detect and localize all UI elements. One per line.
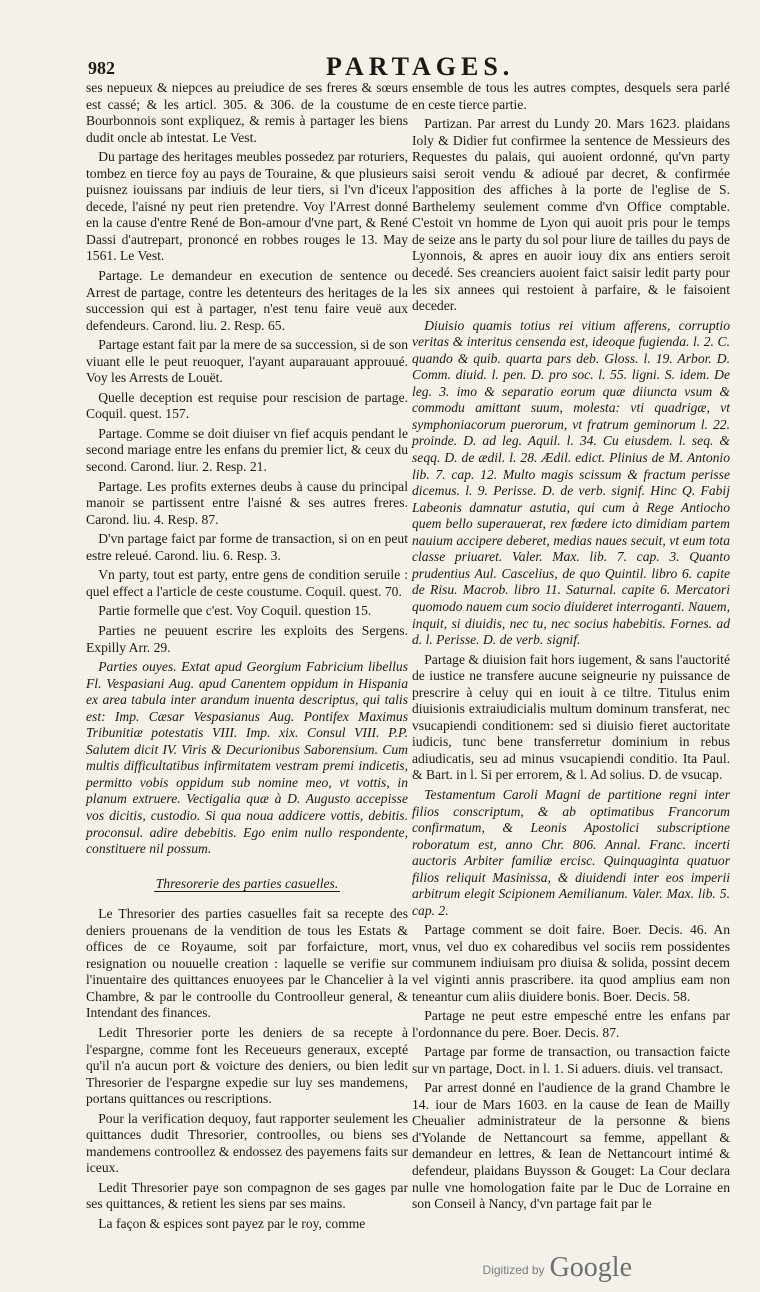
paragraph: Partage ne peut estre empesché entre les enfans par l'ordonnance du pere. Boer. Decis. 87. [412, 1008, 730, 1040]
paragraph: Partage par forme de transaction, ou transaction faicte sur vn partage, Doct. in l. 1. Si aduers. diuis. vel transact. [412, 1044, 730, 1076]
paragraph: Le Thresorier des parties casuelles fait sa recepte des deniers prouenans de la vendition de tous les Estats & offices de ce Royaume, soit par forfaicture, mort, resignation ou nouuelle creation : laquelle se verifie sur l'inuentaire des quittances enuoyees par le Chancelier à la Chambre, & par le controolle du Controolleur general, & Intendant des finances. [86, 906, 408, 1021]
paragraph: Partage & diuision fait hors iugement, & sans l'auctorité de iustice ne transfere aucune seigneurie ny puissance de prescrire à celuy qui en iouit à ce tiltre. Titulus enim diuisionis extraiudicialis multum dominum transferat, nec vsucapiendi conditionem: sed si diuisio fieret auctoritate iudicis, tunc bene transferretur dominium in rebus adiudicatis, seu ad minus vsucapiendi conditio. Ita Paul. & Bart. in l. Si per errorem, & l. Ad solius. D. de vsucap. [412, 651, 730, 783]
paragraph: Testamentum Caroli Magni de partitione regni inter filios conscriptum, & ab optimatibus Francorum confirmatum, & Leonis Apostolici subscriptione roboratum est, anno Chr. 806. Annal. Franc. incerti auctoris Arbiter familiæ ercisc. Quinquaginta quatuor filios reliquit Masinissa, & diuidendi inter eos imperii arbitrum elegit Scipionem Aemilianum. Valer. Max. lib. 5. cap. 2. [412, 786, 730, 918]
page-header [88, 52, 728, 82]
paragraph: La façon & espices sont payez par le roy, comme [98, 1216, 366, 1231]
paragraph: Partage. Les profits externes deubs à cause du principal manoir se partissent entre l'aisné & ses autres freres. Carond. liu. 4. Resp. 87. [86, 478, 408, 527]
paragraph: Pour la verification dequoy, faut rapporter seulement les quittances dudit Thresorier, controolles, ou biens ses mandemens controollez & endossez des payemens faits sur iceux. [86, 1110, 409, 1176]
paragraph: Partie formelle que c'est. Voy Coquil. question 15. [98, 603, 372, 619]
digitized-by-google [483, 1252, 632, 1282]
paragraph: Quelle deception est requise pour rescision de partage. Coquil. quest. 157. [86, 389, 408, 422]
paragraph: Par arrest donné en l'audience de la grand Chambre le 14. iour de Mars 1603. en la cause de Iean de Mailly Cheualier administrateur de la personne & biens d'Yolande de Nettancourt sa femme, appellant & demandeur en lettres, & Iean de Nettancourt intimé & defendeur, plaidans Buysson & Gouget: La Cour declara nulle vne homologation faite par le Duc de Lorraine en son Conseil à Nancy, d'vn partage fait par le [412, 1080, 730, 1212]
paragraph: Ledit Thresorier porte les deniers de sa recepte à l'espargne, comme font les Receueurs generaux, excepté qu'il n'a aucun port & voicture des deniers, ou bien ledit Thresorier de l'espargne expedie sur luy ses mandemens, portans quittances ou rescriptions. [86, 1024, 408, 1107]
paragraph: Parties ne peuuent escrire les exploits des Sergens. Expilly Arr. 29. [86, 622, 408, 655]
section-heading-text: Thresorerie des parties casuelles. [155, 875, 339, 891]
paragraph: D'vn partage faict par forme de transaction, si on en peut estre releué. Carond. liu. 6. Resp. 3. [86, 531, 408, 563]
digitized-by-label: Digitized by [482, 1263, 545, 1277]
paragraph: Partage estant fait par la mere de sa succession, si de son viuant elle le peut reuoquer, l'ayant auparauant approuué. Voy les Arrests de Louët. [86, 337, 408, 386]
paragraph: Partizan. Par arrest du Lundy 20. Mars 1623. plaidans Ioly & Didier fut confirmee la sentence de Messieurs des Requestes du palais, qui auoient ordonné, qu'vn party saisi seroit vendu & adioué par decret, & confirmée l'apposition des affiches à la porte de l'eglise de S. Barthelemy seulement comme d'vn Office comptable. C'estoit vn homme de Lyon qui auoit pris pour le temps de seize ans le party du sol pour liure de tailles du pays de Lyonnois, & apres en auoir iouy dix ans entiers seroit decedé. Ses creanciers auoient faict saisir ledit party pour les six annees qui restoient à parfaire, & le faisoient deceder. [412, 116, 730, 314]
paragraph: Parties ouyes. Extat apud Georgium Fabricium libellus Fl. Vespasiani Aug. apud Canentem oppidum in Hispania ex area tabula inter arandum inuenta descriptus, qui talis est: Imp. Cæsar Vespasianus Aug. Pontifex Maximus Tribunitiæ potestatis VIII. Imp. xix. Consul VIII. P.P. Salutem dicit IV. Viris & Decurionibus Saborensium. Cum multis difficultatibus infirmitatem vestram premi indicetis, permitto vobis oppidum sub nomine meo, vt vottis, in planum extruere. Vectigalia quæ à D. Augusto accepisse vos dicitis, custodio. Si qua noua addicere vottis, debitis. proconsul. adire debebitis. Ego enim nullo respondente, constituere nil possum. [86, 659, 408, 857]
paragraph: Du partage des heritages meubles possedez par roturiers, tombez en tierce foy au pays de Touraine, & que plusieurs puisnez iouissans par indiuis de leur tiers, si l'vn d'iceux decede, l'aisné ny peut rien pretendre. Voy l'Arrest donné en la cause d'entre René de Bon-amour d'vne part, & René Dassi d'autrepart, prononcé en robbes rouges le 13. May 1561. Le Vest. [86, 149, 408, 264]
paragraph: Partage. Comme se doit diuiser vn fief acquis pendant le second mariage entre les enfans du premier lict, & ceux du second. Carond. liur. 2. Resp. 21. [86, 425, 408, 475]
section-heading [86, 876, 408, 893]
paragraph: Partage comment se doit faire. Boer. Decis. 46. An vnus, vel duo ex coharedibus vel sociis rem possidentes communem indiuisam pro diuisa & solida, possint decem vel viginti annis prascribere. ita quod amplius eam non teneantur cum aliis diuidere bonis. Boer. Decis. 58. [412, 922, 730, 1004]
right-column [412, 80, 730, 1216]
paragraph: ses nepueux & niepces au preiudice de ses freres & sœurs est cassé; & les articl. 305. & 306. de la coustume de Bourbonnois sont expliquez, & remis à partager les biens dudit oncle ab intestat. Le Vest. [86, 80, 408, 145]
running-title: PARTAGES. [326, 52, 515, 81]
paragraph: Ledit Thresorier paye son compagnon de ses gages par ses quittances, & retient les siens par ses mains. [86, 1179, 408, 1212]
paragraph: Vn party, tout est party, entre gens de condition seruile : quel effect a l'article de ceste coustume. Coquil. quest. 70. [86, 567, 408, 599]
page-number: 982 [88, 58, 115, 78]
paragraph: ensemble de tous les autres comptes, desquels sera parlé en ceste tierce partie. [412, 80, 730, 112]
left-column [86, 80, 408, 1236]
paragraph: Partage. Le demandeur en execution de sentence ou Arrest de partage, contre les detenteurs des heritages de la succession qui est à partager, n'est tenu faire veuë aux defendeurs. Carond. liu. 2. Resp. 65. [86, 268, 408, 333]
google-logo: Google [549, 1252, 632, 1283]
paragraph: Diuisio quamis totius rei vitium afferens, corruptio veritas & interitus censenda est, ideoque fugienda. l. 2. C. quando & quib. quarta pars deb. Gloss. l. 19. Arbor. D. Comm. diuid. l. pen. D. pro soc. l. 55. ligni. S. idem. De leg. 3. imo & separatio eorum quæ diiuncta vsum & commodu amittant suum, molesta: vti quadrigæ, vt symphoniacorum puerorum, vt fratrum geminorum l. 22. proinde. D. ad leg. Aquil. l. 34. Cu eiusdem. l. seq. & seqq. D. de ædil. l. 28. Ædil. edict. Plinius de M. Antonio lib. 7. cap. 12. Multo magis scissum & fractum perisse dicemus. l. 9. Perisse. D. de verb. signif. Hinc Q. Fabij Labeonis damnatur astutia, qui cum à Rege Antiocho quem bello superauerat, rex fœdere icto dimidiam partem nauium accipere deberet, medias naues secuit, vt eum tota classe priuaret. Valer. Max. lib. 7. cap. 3. Quanto prudentius Aul. Cascelius, de quo Quintil. libro 6. capite de Risu. Macrob. libro 11. Saturnal. capite 6. Mercatori quomodo nauem cum socio diuideret interroganti. Nauem, inquit, si diuidis, nec tu, nec socius habebitis. Fornes. ad d. l. Perisse. D. de verb. signif. [412, 317, 730, 648]
